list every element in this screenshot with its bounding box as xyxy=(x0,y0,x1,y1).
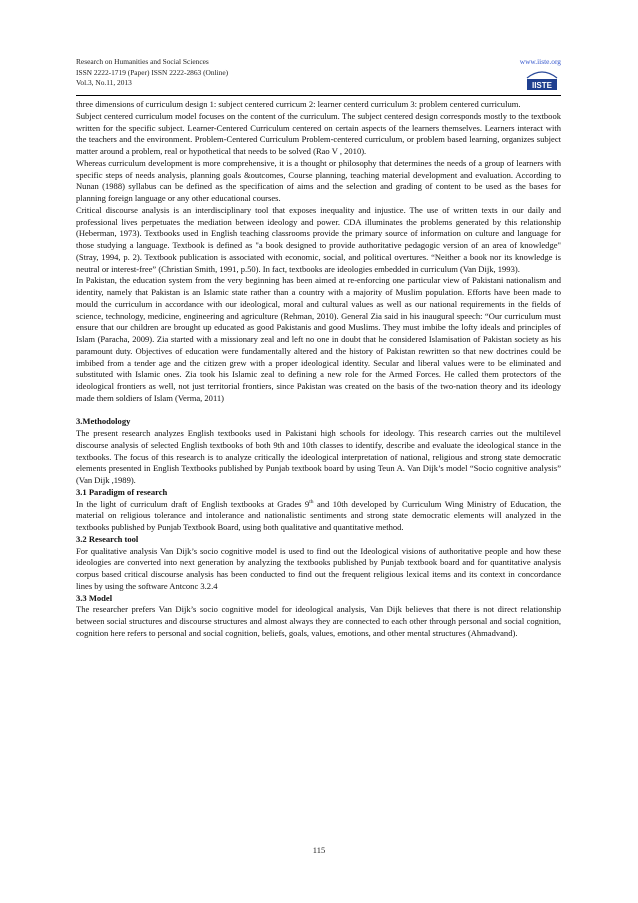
paragraph: The researcher prefers Van Dijk’s socio cognitive model for ideological analysis, Van Dijk believes that there is not direct relationship between social structures and discourse structures and almost always they are connected to each other through personal and social cognition, cognition here refers to personal and social cognition, beliefs, goals, values, emotions, and other mental structures (Ahmadvand). xyxy=(76,604,561,638)
logo-text: IISTE xyxy=(531,81,553,90)
section-heading-paradigm: 3.1 Paradigm of research xyxy=(76,486,168,497)
paragraph-paradigm xyxy=(76,499,561,534)
paragraph: The present research analyzes English textbooks used in Pakistani high schools for ideology. This research carries out the multilevel discourse analysis of selected English textbooks of both 9th and 10th classes to identify, describe and evaluate the ideological stance in the textbooks. The focus of this research is to analyze critically the ideological interpretation of national, religious and strong state democratic elements presented in English Textbooks published by Punjab textbook board by using Teun A. Van Dijk’s model “Socio cognitive analysis” (Van Dijk ,1989). xyxy=(76,428,561,485)
journal-issn: ISSN 2222-1719 (Paper) ISSN 2222-2863 (Online) xyxy=(76,67,229,77)
journal-website-link[interactable]: www.iiste.org xyxy=(519,57,561,66)
page-number: 115 xyxy=(312,845,326,855)
section-heading-model: 3.3 Model xyxy=(76,592,113,603)
section-gap xyxy=(76,405,561,417)
section-heading-research-tool: 3.2 Research tool xyxy=(76,533,139,544)
section-heading-methodology: 3.Methodology xyxy=(76,416,131,427)
paragraph: Critical discourse analysis is an interdisciplinary tool that exposes inequality and injustice. The use of written texts in our daily and professional lives perpetuates the mediation between ideology and power. CDA illuminates the problems generated by this relationship (Heberman, 1973). Textbooks used in English teaching classrooms provide the primary source of information on culture and language for those studying a language. Textbook is defined as "a book designed to provide authoritative pedagogic version of an area of knowledge" (Stray, 1994, p. 2). Textbook publication is associated with economic, social, and political overtures. “Neither a book nor its knowledge is neutral or interest-free” (Christian Smith, 1991, p.50). In fact, textbooks are ideologies embedded in curriculum (Van Dijk, 1993). xyxy=(76,204,561,274)
journal-header xyxy=(76,57,561,89)
paradigm-text-after: and 10th developed by Curriculum Wing Ministry of Education, the material on religious tolerance and intolerance and nationalistic sentiments and strong state democratic elements will analyzed in the textbooks published by Punjab Textbook Board, using both qualitative and quantitative method. xyxy=(76,498,562,532)
journal-title: Research on Humanities and Social Sciences xyxy=(76,57,209,66)
journal-volume: Vol.3, No.11, 2013 xyxy=(76,78,132,88)
paragraph: For qualitative analysis Van Dijk’s socio cognitive model is used to find out the Ideological visions of authoritative people and how these ideologies are converted into next generation by analyzing the textbooks published by Punjab textbook board and for quantitative analysis corpus based critical discourse analysis has been conducted to find out the frequent religious lexical items and its context in concordance lines by using the software Antconc 3.2.4 xyxy=(76,545,561,591)
article-body xyxy=(76,99,561,640)
iiste-logo xyxy=(525,69,559,91)
superscript: th xyxy=(309,498,314,505)
paragraph: In Pakistan, the education system from the very beginning has been aimed at re-enforcing one particular view of Pakistani nationalism and identity, namely that Pakistan is an Islamic state rather than a country with a majority of Muslim population. Efforts have been made to mould the curriculum in accordance with our ideological, moral and cultural values as well as our national requirements in the fields of science, technology, medicine, engineering and agriculture (Rehman, 2010). General Zia said in his inaugural speech: “Our curriculum must ensure that our children are brought up educated as good Pakistanis and good Muslims. They must imbibe the lofty ideals and principles of Islam (Paracha, 2009). Zia started with a missionary zeal and left no one in doubt that he considered Islamisation of Pakistan society as his paramount duty. Objectives of education were fundamentally altered and the history of Pakistan rewritten so that new doctrines could be imbibed from a tender age and the citizen grew with a proper ideological identity. Secular and liberal values were to be eliminated and substituted with Islamic ones. Zia took his Islamic zeal to defining a new role for the Armed Forces. He called them protectors of the ideological frontiers as well, not just territorial frontiers, since Pakistan was created on the basis of the two-nation theory and its ideology made them soldiers of Islam (Verma, 2011) xyxy=(76,275,561,403)
paragraph: Subject centered curriculum model focuses on the content of the curriculum. The subject centered design corresponds mostly to the textbook written for the specific subject. Learner-Centered Curriculum centered on certain aspects of the learners themselves. Learners interact with the teachers and the environment. Problem-Centered Curriculum Problem-centered curriculum, or problem based learning, organizes subject matter around a problem, real or hypothetical that needs to be solved (Rao V , 2010). xyxy=(76,110,561,156)
paragraph: three dimensions of curriculum design 1: subject centered curricum 2: learner centerd curriculum 3: problem centered curriculum. xyxy=(76,99,521,109)
paragraph: Whereas curriculum development is more comprehensive, it is a thought or philosophy that determines the needs of a group of learners with specific steps of needs analysis, planning goals &outcomes, Course planning, teaching material development and evaluation. According to Nunan (1988) syllabus can be defined as the specification of aims and the selection and grading of content to be used as the bases for planning foreign language or any other educational courses. xyxy=(76,157,561,203)
header-rule xyxy=(76,95,561,96)
paradigm-text-before: In the light of curriculum draft of English textbooks at Grades 9 xyxy=(76,498,310,509)
